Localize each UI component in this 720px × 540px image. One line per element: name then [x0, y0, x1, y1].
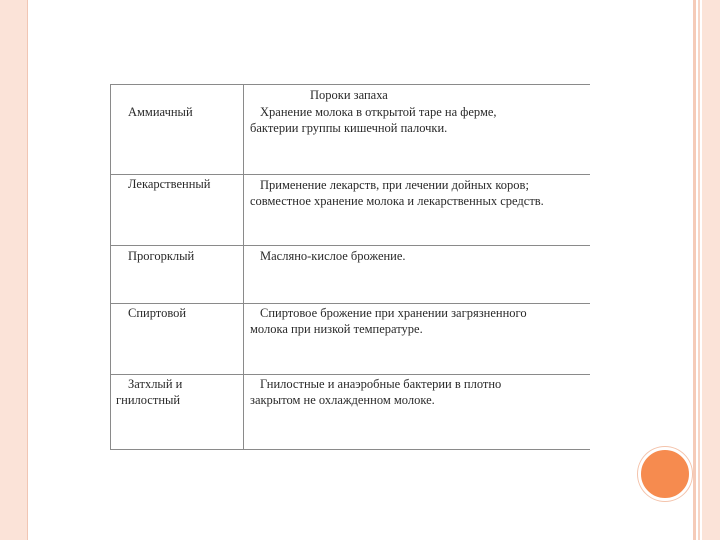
defect-cause: Спиртовое брожение при хранении загрязненного	[260, 306, 527, 320]
defect-name: Затхлый и	[128, 377, 183, 391]
right-frame-border	[693, 0, 720, 540]
defect-cause: закрытом не охлажденном молоке.	[250, 393, 435, 407]
defect-cause: молока при низкой температуре.	[250, 322, 423, 336]
defect-name: Аммиачный	[128, 105, 193, 119]
left-frame-border	[0, 0, 28, 540]
table-rule	[243, 84, 244, 450]
table-header: Пороки запаха	[310, 88, 388, 102]
table-rule	[110, 449, 590, 450]
table-rule	[110, 174, 590, 175]
defect-cause: бактерии группы кишечной палочки.	[250, 121, 448, 135]
table-rule	[110, 374, 590, 375]
frame-stripe	[693, 0, 696, 540]
defect-name: Лекарственный	[128, 177, 211, 191]
decorative-circle	[638, 447, 692, 501]
defect-cause: Масляно-кислое брожение.	[260, 249, 406, 263]
defect-cause: совместное хранение молока и лекарственных средств.	[250, 194, 544, 208]
table-rule	[110, 84, 590, 85]
defect-cause: Хранение молока в открытой таре на ферме,	[260, 105, 497, 119]
odor-defects-table	[110, 84, 590, 450]
frame-stripe	[702, 0, 720, 540]
table-rule	[110, 84, 111, 450]
defect-name: Спиртовой	[128, 306, 187, 320]
defect-cause: Применение лекарств, при лечении дойных коров;	[260, 178, 529, 192]
table-rule	[110, 245, 590, 246]
defect-cause: Гнилостные и анаэробные бактерии в плотно	[260, 377, 502, 391]
defect-name: гнилостный	[116, 393, 181, 407]
table-rule	[110, 303, 590, 304]
frame-stripe	[698, 0, 700, 540]
defect-name: Прогорклый	[128, 249, 195, 263]
